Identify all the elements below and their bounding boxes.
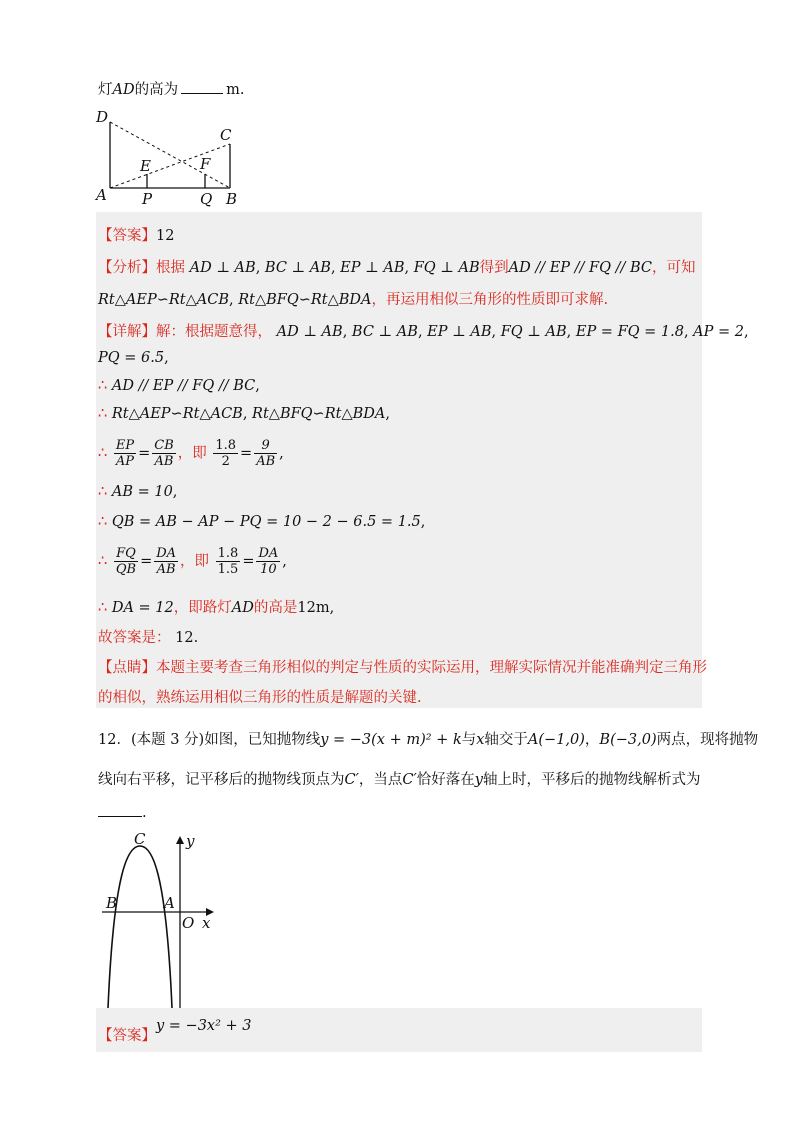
q12-intro: 12．(本题 3 分)如图，已知抛物线 (98, 732, 321, 748)
fraction-cb-ab (152, 438, 176, 469)
frac-num: EP (115, 438, 135, 453)
text-lamp: 灯 (98, 82, 113, 98)
parallel-relation: AD // EP // FQ // BC (508, 260, 653, 276)
fraction-da-10 (256, 546, 280, 577)
answer2-tag: 【答案】 (98, 1028, 156, 1044)
detail-line-9: ∴ DA = 12，即路灯AD的高是12m, (98, 600, 335, 616)
fraction-ep-ap (114, 438, 136, 469)
frac-den: 2 (221, 454, 230, 469)
q12-text-with: 与 (461, 732, 477, 748)
figure-parabola (96, 830, 226, 1020)
detail-eq-1: EP = FQ = 1.8 (575, 324, 684, 340)
fraction-1.8-2 (213, 438, 238, 469)
q12-c-prime-2: C′ (402, 772, 417, 788)
text-ji-2: ，即 (180, 553, 210, 570)
detail-qb: QB = AB − AP − PQ = 10 − 2 − 6.5 = 1.5 (111, 514, 421, 530)
q12-y-var: y (474, 772, 483, 788)
detail-cond-2: BC ⊥ AB (351, 324, 418, 340)
detail-da-text: ，即路灯 (173, 600, 232, 616)
label-C-vertex: C (134, 830, 146, 848)
detail-intro: 解：根据题意得， (156, 324, 272, 340)
final-answer-text: 故答案是： (98, 630, 171, 646)
similarity-1: Rt△AEP∽Rt△ACB (98, 292, 229, 308)
detail-ab: AB = 10 (111, 484, 173, 500)
condition-4: FQ ⊥ AB (413, 260, 480, 276)
answer-value: 12 (156, 228, 175, 244)
q12-text-shift: 线向右平移，记平移后的抛物线顶点为 (98, 772, 345, 788)
detail-line-5: ∴ $\frac{EP}{AP}$ = $\frac{CB}{AB}$ ，即 $\frac{1.8}{2}$ = $\frac{9}{AB}$ , (98, 438, 284, 469)
var-ad: AD (112, 82, 135, 98)
detail-eq-2: AP = 2 (693, 324, 744, 340)
detail-eq-3: PQ = 6.5 (98, 350, 165, 366)
detail-da: DA = 12 (111, 600, 174, 616)
analysis-text-get: 得到 (479, 260, 509, 276)
comment-text-2: 的相似，熟练运用相似三角形的性质是解题的关键. (98, 690, 422, 706)
detail-cond-3: EP ⊥ AB (427, 324, 492, 340)
q12-c-prime: C′ (344, 772, 359, 788)
detail-cond-4: FQ ⊥ AB (500, 324, 567, 340)
q12-line-1 (98, 728, 758, 749)
detail-sim-2: Rt△BFQ∽Rt△BDA (252, 406, 386, 422)
q12-x-var: x (476, 732, 485, 748)
label-A-point: A (164, 894, 175, 912)
comment-line-2 (98, 686, 422, 707)
label-E: E (140, 157, 151, 175)
detail-line-7: ∴ QB = AB − AP − PQ = 10 − 2 − 6.5 = 1.5, (98, 514, 426, 530)
final-answer-value: 12 (175, 630, 194, 646)
analysis-text-know: ，可知 (652, 260, 696, 276)
q12-line-2 (98, 768, 700, 789)
fraction-fq-qb (114, 546, 138, 577)
label-B: B (226, 190, 238, 208)
therefore-5: ∴ (98, 514, 108, 530)
frac-den: AP (115, 454, 135, 469)
q12-point-a: A(−1,0) (527, 732, 585, 748)
detail-parallel: AD // EP // FQ // BC (111, 378, 256, 394)
comment-tag: 【点睛】 (98, 660, 156, 676)
question-tail-line (98, 78, 244, 99)
therefore-7: ∴ (98, 600, 108, 616)
detail-line-3: ∴ AD // EP // FQ // BC, (98, 378, 260, 394)
q12-text-when: ，当点 (358, 772, 403, 788)
fraction-da-ab (154, 546, 178, 577)
q12-period: . (142, 805, 147, 821)
label-P: P (142, 190, 153, 208)
q12-text-axis: 轴交于 (484, 732, 528, 748)
label-D: D (96, 108, 109, 126)
q12-text-falls: 恰好落在 (416, 772, 475, 788)
analysis-text: 根据 (156, 260, 185, 276)
comment-line-1 (98, 656, 707, 677)
frac-num: 1.8 (217, 546, 239, 561)
fraction-9-ab (254, 438, 277, 469)
frac-den: 1.5 (217, 562, 239, 577)
label-B-point: B (106, 894, 118, 912)
figure-streetlight (92, 108, 252, 208)
analysis-line-2: Rt△AEP∽Rt△ACB, Rt△BFQ∽Rt△BDA，再运用相似三角形的性质即可求解. (98, 292, 609, 308)
answer-tag: 【答案】 (98, 228, 156, 244)
frac-den: AB (156, 562, 176, 577)
q12-text-axis-2: 轴上时，平移后的抛物线解析式为 (482, 772, 701, 788)
frac-num: 1.8 (215, 438, 237, 453)
fraction-1.8-1.5 (216, 546, 241, 577)
q12-text-points: 两点，现将抛物 (656, 732, 759, 748)
therefore-4: ∴ (98, 484, 108, 500)
label-A: A (96, 186, 107, 204)
therefore-2: ∴ (98, 406, 108, 422)
label-O-origin: O (182, 914, 195, 932)
frac-den: QB (115, 562, 137, 577)
detail-da-value: 12m (297, 600, 330, 616)
detail-sim-1: Rt△AEP∽Rt△ACB (111, 406, 243, 422)
detail-cond-1: AD ⊥ AB (276, 324, 343, 340)
frac-den: 10 (260, 562, 277, 577)
frac-den: AB (256, 454, 276, 469)
detail-line-6: ∴ AB = 10, (98, 484, 178, 500)
detail-line-1: 【详解】解：根据题意得， AD ⊥ AB, BC ⊥ AB, EP ⊥ AB, FQ ⊥ AB, EP = FQ = 1.8, AP = 2, (98, 324, 749, 340)
frac-num: 9 (254, 438, 277, 454)
condition-1: AD ⊥ AB (189, 260, 256, 276)
therefore-3: ∴ (98, 445, 108, 462)
frac-num: CB (154, 438, 174, 453)
analysis-end: ，再运用相似三角形的性质即可求解. (371, 292, 609, 308)
comment-text-1: 本题主要考查三角形相似的判定与性质的实际运用，理解实际情况并能准确判定三角形 (156, 660, 707, 676)
therefore-1: ∴ (98, 378, 108, 394)
label-C: C (220, 126, 232, 144)
answer2-line (98, 1018, 252, 1045)
label-F: F (200, 155, 211, 173)
therefore-6: ∴ (98, 553, 108, 570)
answer2-formula: y = −3x² + 3 (156, 1018, 252, 1034)
similarity-2: Rt△BFQ∽Rt△BDA (238, 292, 372, 308)
detail-line-4: ∴ Rt△AEP∽Rt△ACB, Rt△BFQ∽Rt△BDA, (98, 406, 390, 422)
condition-3: EP ⊥ AB (340, 260, 405, 276)
detail-line-10 (98, 626, 198, 647)
frac-num: DA (156, 546, 177, 561)
q12-comma: ， (584, 732, 600, 748)
q12-line-3 (98, 804, 147, 821)
condition-2: BC ⊥ AB (264, 260, 331, 276)
analysis-tag: 【分析】 (98, 260, 156, 276)
analysis-line-1: 【分析】根据 AD ⊥ AB, BC ⊥ AB, EP ⊥ AB, FQ ⊥ AB得到AD // EP // FQ // BC，可知 (98, 260, 696, 276)
detail-da-text-2: 的高是 (253, 600, 298, 616)
period: . (239, 82, 245, 98)
unit-m: m (226, 82, 240, 98)
frac-den: AB (154, 454, 174, 469)
label-x-axis: x (202, 914, 211, 932)
text-ji: ，即 (177, 445, 207, 462)
label-Q: Q (200, 190, 213, 208)
detail-da-var: AD (231, 600, 254, 616)
answer-blank (181, 81, 223, 94)
q12-formula: y = −3(x + m)² + k (320, 732, 462, 748)
frac-num: FQ (114, 546, 138, 562)
detail-tag: 【详解】 (98, 324, 156, 340)
detail-line-2: PQ = 6.5, (98, 350, 169, 366)
frac-num: DA (258, 546, 279, 561)
q12-point-b: B(−3,0) (599, 732, 657, 748)
detail-line-8: ∴ $\frac{FQ}{QB}$ = $\frac{DA}{AB}$ ，即 $\frac{1.8}{1.5}$ = $\frac{DA}{10}$ , (98, 546, 287, 577)
text-height: 的高为 (134, 82, 179, 98)
final-period: . (193, 630, 199, 646)
q12-answer-blank (98, 804, 142, 817)
answer-line (98, 224, 174, 245)
label-y-axis: y (186, 832, 195, 850)
